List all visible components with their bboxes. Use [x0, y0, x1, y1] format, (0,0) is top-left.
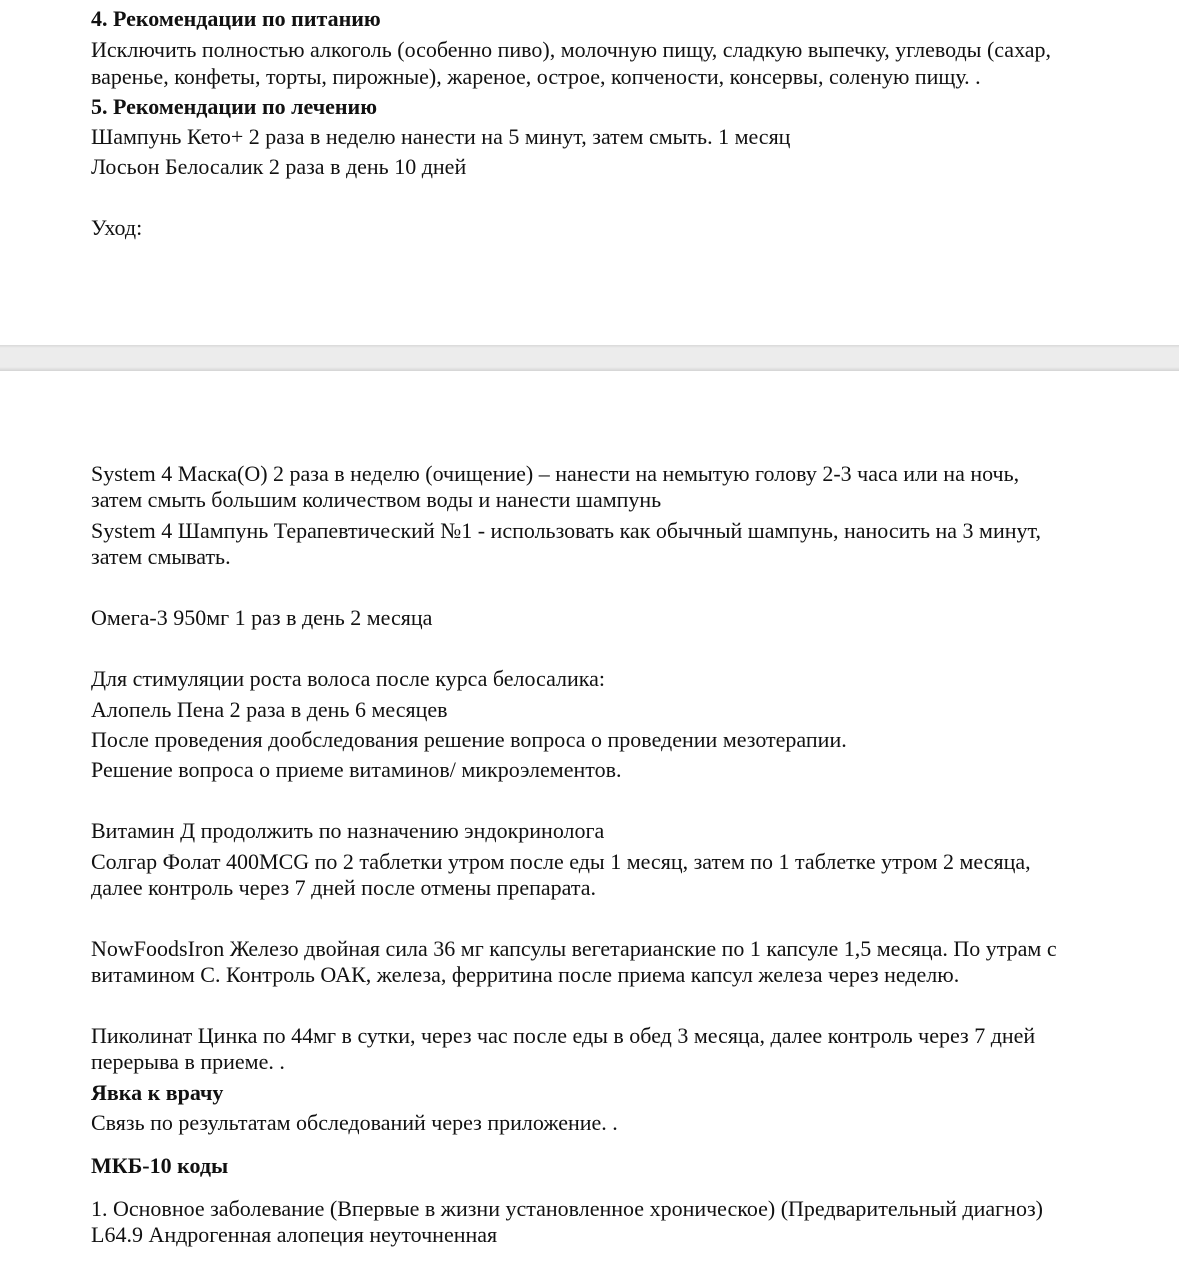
icd10-heading: МКБ-10 коды [91, 1153, 229, 1178]
vitamin-d-line: Витамин Д продолжить по назначению эндокринолога [91, 818, 605, 843]
system4-mask-line-2: затем смыть большим количеством воды и нанести шампунь [91, 487, 662, 512]
iron-line-2: витамином С. Контроль ОАК, железа, ферритина после приема капсул железа через неделю. [91, 962, 960, 987]
diagnosis-line-2: L64.9 Андрогенная алопеция неуточненная [91, 1222, 498, 1247]
diagnosis-line-1: 1. Основное заболевание (Впервые в жизни установленное хроническое) (Предварительный диагноз) [91, 1196, 1043, 1221]
doctor-visit-heading: Явка к врачу [91, 1080, 224, 1105]
doctor-visit-text: Связь по результатам обследований через приложение. . [91, 1110, 618, 1135]
document-page-2 [0, 371, 1179, 1264]
zinc-line-1: Пиколинат Цинка по 44мг в сутки, через час после еды в обед 3 месяца, далее контроль через 7 дней [91, 1023, 1036, 1048]
folate-line-2: далее контроль через 7 дней после отмены препарата. [91, 875, 596, 900]
nutrition-heading: 4. Рекомендации по питанию [91, 6, 381, 31]
alopel-foam-line: Алопель Пена 2 раза в день 6 месяцев [91, 697, 448, 722]
zinc-line-2: перерыва в приеме. . [91, 1049, 285, 1074]
mesotherapy-line: После проведения дообследования решение вопроса о проведении мезотерапии. [91, 727, 847, 752]
vitamins-decision-line: Решение вопроса о приеме витаминов/ микроэлементов. [91, 757, 622, 782]
nutrition-text-line-2: варенье, конфеты, торты, пирожные), жареное, острое, копчености, консервы, соленую пищу. . [91, 64, 981, 89]
system4-mask-line-1: System 4 Маска(О) 2 раза в неделю (очищение) – нанести на немытую голову 2-3 часа или на ночь, [91, 461, 1020, 486]
hair-growth-intro: Для стимуляции роста волоса после курса белосалика: [91, 666, 606, 691]
treatment-keto-shampoo: Шампунь Кето+ 2 раза в неделю нанести на 5 минут, затем смыть. 1 месяц [91, 124, 791, 149]
iron-line-1: NowFoodsIron Железо двойная сила 36 мг капсулы вегетарианские по 1 капсуле 1,5 месяца. По утрам с [91, 936, 1057, 961]
system4-shampoo-line-1: System 4 Шампунь Терапевтический №1 - использовать как обычный шампунь, наносить на 3 минут, [91, 518, 1041, 543]
page-separator [0, 345, 1179, 371]
document-page-1 [0, 0, 1179, 345]
folate-line-1: Солгар Фолат 400MCG по 2 таблетки утром после еды 1 месяц, затем по 1 таблетке утром 2 месяца, [91, 849, 1031, 874]
nutrition-text-line-1: Исключить полностью алкоголь (особенно пиво), молочную пищу, сладкую выпечку, углеводы (сахар, [91, 37, 1052, 62]
treatment-heading: 5. Рекомендации по лечению [91, 94, 378, 119]
care-label: Уход: [91, 215, 143, 240]
system4-shampoo-line-2: затем смывать. [91, 544, 231, 569]
treatment-belosalik-lotion: Лосьон Белосалик 2 раза в день 10 дней [91, 154, 467, 179]
omega-3-line: Омега-3 950мг 1 раз в день 2 месяца [91, 605, 433, 630]
